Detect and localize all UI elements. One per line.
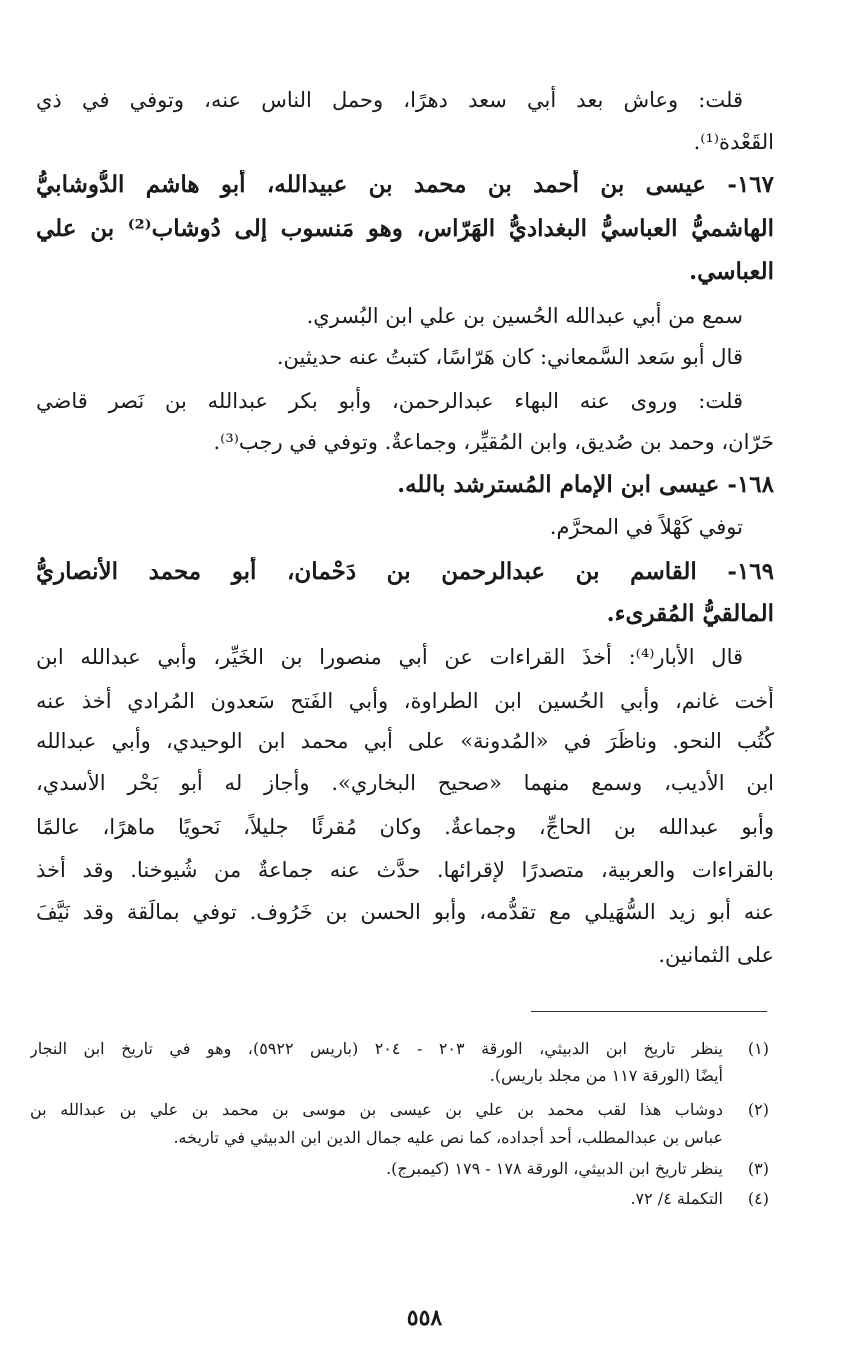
footnote-text: ينظر تاريخ ابن الدبيثي، الورقة ٢٠٣ - ٢٠٤ (باريس ٥٩٢٢)، وهو في تاريخ ابن النجار [30,1039,723,1058]
footnote-separator [531,1011,767,1012]
footnote-text: أيضًا (الورقة ١١٧ من مجلد باريس). [489,1066,723,1085]
body-line: حَرّان، وحمد بن صُديق، وابن المُقيِّر، وجماعةٌ. وتوفي في رجب⁽³⁾. [213,430,774,454]
body-line: أُخت غانم، وأبي الحُسين ابن الطراوة، وأبي الفَتح سَعدون المُرادي أخذ عنه [36,689,774,713]
footnote-text: عباس بن عبدالمطلب، أحد أجداده، كما نص عليه جمال الدين ابن الدبيثي في تاريخه. [173,1128,723,1147]
entry-heading-169: ١٦٩- القاسم بن عبدالرحمن بن دَحْمان، أبو محمد الأنصاريُّ [36,558,774,585]
body-line: قال أبو سَعد السَّمعاني: كان هَرّاسًا، كتبتُ عنه حديثين. [276,345,743,369]
body-line: وأبو عبدالله بن الحاجِّ، وجماعةٌ. وكان مُقرئًا جليلاً، نَحويًا ماهرًا، عالمًا [36,815,774,839]
body-line: قلت: وعاش بعد أبي سعد دهرًا، وحمل الناس عنه، وتوفي في ذي [36,88,743,112]
footnote-text: التكملة ٤/ ٧٢. [630,1189,723,1208]
body-line: قلت: وروى عنه البهاء عبدالرحمن، وأبو بكر عبدالله بن نَصر قاضي [36,389,743,413]
body-line: على الثمانين. [658,943,774,967]
entry-heading-167-cont: الهاشميُّ العباسيُّ البغداديُّ الهَرّاس، وهو مَنسوب إلى دُوشاب⁽²⁾ بن علي [36,215,774,242]
footnote-text: دوشاب هذا لقب محمد بن علي بن عيسى بن موسى بن محمد بن علي بن عبدالله بن [30,1100,723,1119]
entry-heading-168: ١٦٨- عيسى ابن الإمام المُسترشد بالله. [397,471,774,498]
page-number: ٥٥٨ [406,1305,443,1331]
footnote-number: (٣) [747,1159,769,1178]
body-line: بالقراءات والعربية، متصدرًا لإقرائها. حدَّث عنه جماعةٌ من شُيوخنا. وقد أخذ [36,858,774,882]
body-line: عنه أبو زيد السُّهَيلي مع تقدُّمه، وأبو الحسن بن خَرُوف. توفي بمالَقة وقد نَيَّفَ [36,900,774,924]
body-line: ابن الأديب، وسمع منهما «صحيح البخاري». وأجاز له أبو بَحْر الأسدي، [36,771,774,795]
entry-heading-167: ١٦٧- عيسى بن أحمد بن محمد بن عبيدالله، أبو هاشم الدُّوشابيُّ [36,171,774,198]
body-line: سمع من أبي عبدالله الحُسين بن علي ابن البُسري. [306,304,743,328]
body-line: قال الأبار⁽⁴⁾: أخذَ القراءات عن أبي منصورا بن الخَيِّر، وأبي عبدالله ابن [36,645,743,669]
body-line: توفي كَهْلاً في المحرَّم. [549,515,743,539]
entry-heading-169-end: المالقيُّ المُقرىء. [606,600,774,627]
body-line: كُتُب النحو. وناظَرَ في «المُدونة» على أبي محمد ابن الوحيدي، وأبي عبدالله [36,729,774,753]
footnote-number: (١) [747,1039,769,1058]
entry-heading-167-end: العباسي. [689,258,774,285]
footnote-number: (٤) [747,1189,769,1208]
footnote-text: ينظر تاريخ ابن الدبيثي، الورقة ١٧٨ - ١٧٩ (كيمبرج). [386,1159,723,1178]
body-line: القَعْدة⁽¹⁾. [693,130,774,154]
footnote-number: (٢) [747,1100,769,1119]
